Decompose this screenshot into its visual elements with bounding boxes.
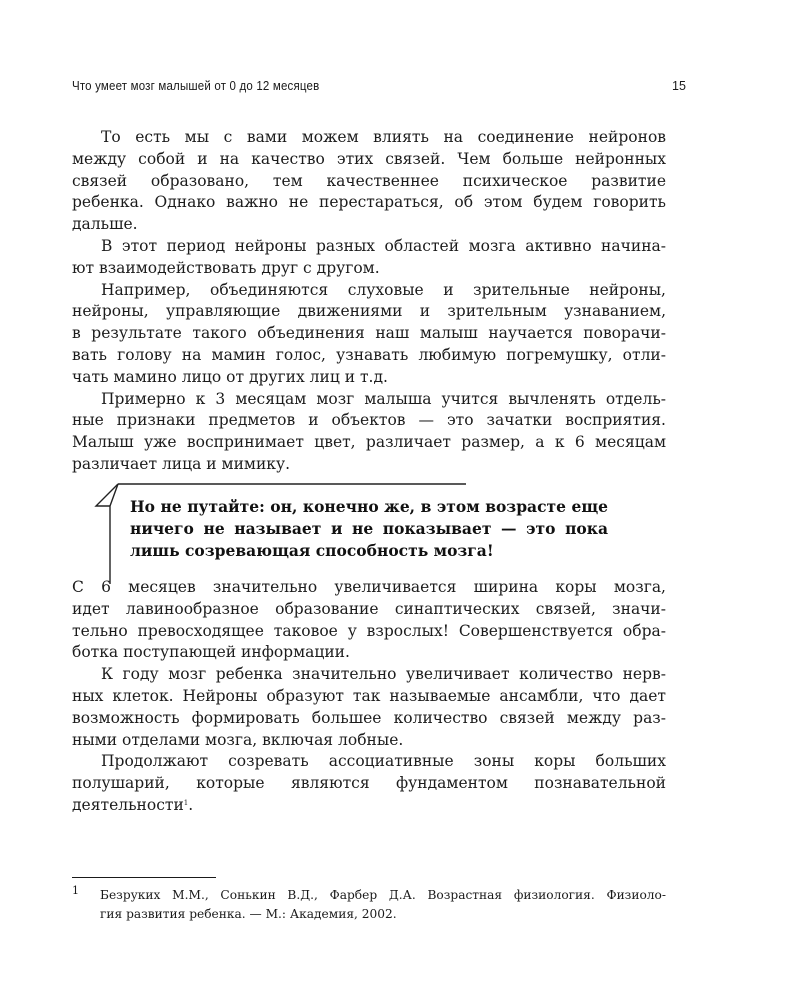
text-line: Продолжают созревать ассоциативные зоны коры больших	[101, 752, 666, 771]
footnote-text	[100, 886, 666, 924]
text-line: возможность формировать большее количество связей между раз-	[72, 708, 666, 727]
callout-line: ничего не называет и не показывает — это пока	[130, 518, 608, 538]
text-line: Примерно к 3 месяцам мозг малыша учится вычленять отдель-	[101, 389, 666, 408]
text-line: Малыш уже воспринимает цвет, различает размер, а к 6 месяцам	[72, 433, 666, 452]
callout-text	[130, 496, 608, 561]
footnote-line: гия развития ребенка. — М.: Академия, 2002.	[100, 907, 397, 921]
text-line: связей образовано, тем качественнее психическое развитие	[72, 171, 666, 190]
text-line: полушарий, которые являются фундаментом познавательной	[72, 774, 666, 793]
text-line: дальше.	[72, 215, 138, 234]
text-line: ных клеток. Нейроны образуют так называемые ансамбли, что дает	[72, 686, 666, 705]
callout-line: лишь созревающая способность мозга!	[130, 540, 494, 560]
text-line: тельно превосходящее таковое у взрослых! Совершенствуется обра-	[72, 621, 666, 640]
footnote-mark: 1	[72, 884, 79, 897]
text-line: чать мамино лицо от других лиц и т.д.	[72, 367, 388, 386]
text-line: ными отделами мозга, включая лобные.	[72, 730, 404, 749]
footnote-line: Безруких М.М., Сонькин В.Д., Фарбер Д.А. Возрастная физиология. Физиоло-	[100, 888, 666, 902]
footnote-divider	[72, 877, 216, 878]
text-line: К году мозг ребенка значительно увеличивает количество нерв-	[101, 665, 666, 684]
text-line: деятельности$^1$.	[72, 795, 194, 814]
text-line: Например, объединяются слуховые и зрительные нейроны,	[101, 280, 666, 299]
text-line: То есть мы с вами можем влиять на соединение нейронов	[101, 128, 666, 146]
running-head-title: Что умеет мозг малышей от 0 до 12 месяцев	[72, 79, 320, 93]
text-line: В этот период нейроны разных областей мозга активно начина-	[101, 236, 666, 255]
text-line: в результате такого объединения наш малыш научается поворачи-	[72, 324, 666, 343]
footnote-reference[interactable]: 1	[183, 798, 189, 807]
text-line: С 6 месяцев значительно увеличивается ширина коры мозга,	[72, 578, 666, 596]
text-line: ребенка. Однако важно не перестараться, об этом будем говорить	[72, 193, 666, 212]
text-line: идет лавинообразное образование синаптических связей, значи-	[72, 599, 666, 618]
text-line: ют взаимодействовать друг с другом.	[72, 258, 380, 277]
text-line: нейроны, управляющие движениями и зрительным узнаванием,	[72, 302, 666, 321]
text-fragment: деятельности	[72, 795, 184, 814]
text-line: вать голову на мамин голос, узнавать любимую погремушку, отли-	[72, 345, 666, 364]
text-line: различает лица и мимику.	[72, 454, 291, 473]
callout-line: Но не путайте: он, конечно же, в этом возрасте еще	[130, 497, 608, 516]
text-line: ные признаки предметов и объектов — это зачатки восприятия.	[72, 411, 666, 430]
text-line: между собой и на качество этих связей. Чем больше нейронных	[72, 149, 666, 168]
body-text-top	[72, 127, 666, 476]
body-text-bottom	[72, 577, 666, 817]
running-head	[72, 79, 641, 97]
text-line: ботка поступающей информации.	[72, 643, 350, 662]
page-number: 15	[672, 79, 686, 93]
